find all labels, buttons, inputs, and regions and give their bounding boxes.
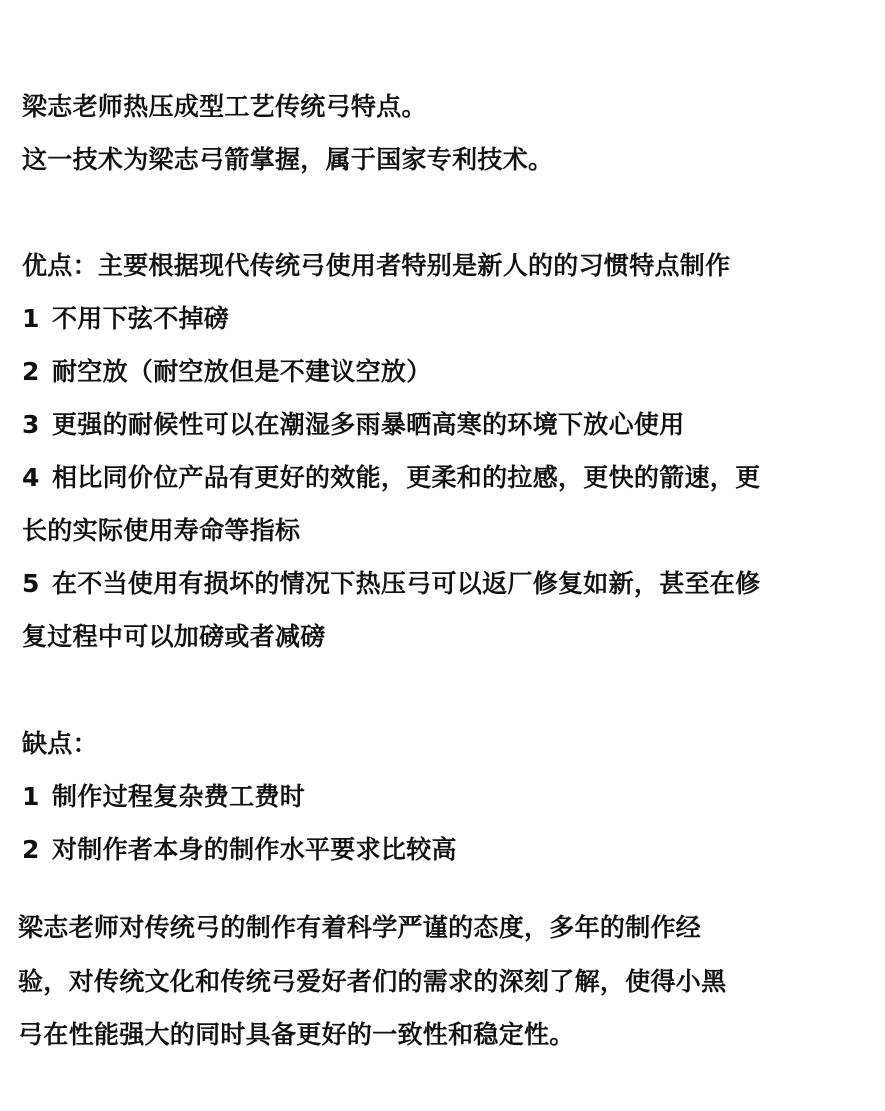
advantage-item-5-continued: 复过程中可以加磅或者减磅 [22,622,326,651]
closing-line-1: 梁志老师对传统弓的制作有着科学严谨的态度，多年的制作经 [18,913,702,942]
item-number: 2 [22,835,40,864]
advantage-item-4-continued: 长的实际使用寿命等指标 [22,516,301,545]
advantage-item-5 [22,568,760,600]
item-number: 1 [22,304,40,333]
closing-line-2: 验，对传统文化和传统弓爱好者们的需求的深刻了解，使得小黑 [18,967,727,996]
item-number: 2 [22,357,40,386]
item-number: 4 [22,463,40,492]
item-text: 耐空放（耐空放但是不建议空放） [52,357,432,386]
item-number: 5 [22,569,40,598]
intro-line-2: 这一技术为梁志弓箭掌握，属于国家专利技术。 [22,145,554,174]
item-text: 制作过程复杂费工费时 [52,782,306,811]
item-number: 1 [22,782,40,811]
advantage-item-2 [22,356,432,388]
item-text: 对制作者本身的制作水平要求比较高 [52,835,457,864]
item-text: 在不当使用有损坏的情况下热压弓可以返厂修复如新，甚至在修 [52,569,761,598]
advantage-item-1 [22,303,229,335]
item-text: 不用下弦不掉磅 [52,304,230,333]
disadvantages-heading: 缺点： [22,729,98,758]
item-text: 相比同价位产品有更好的效能，更柔和的拉感，更快的箭速，更 [52,463,761,492]
advantages-heading: 优点：主要根据现代传统弓使用者特别是新人的的习惯特点制作 [22,251,731,280]
item-number: 3 [22,410,40,439]
disadvantage-item-1 [22,781,305,813]
advantage-item-4 [22,462,760,494]
closing-line-3: 弓在性能强大的同时具备更好的一致性和稳定性。 [18,1020,575,1049]
advantage-item-3 [22,409,685,441]
disadvantage-item-2 [22,834,457,866]
intro-line-1: 梁志老师热压成型工艺传统弓特点。 [22,92,427,121]
item-text: 更强的耐候性可以在潮湿多雨暴晒高寒的环境下放心使用 [52,410,685,439]
